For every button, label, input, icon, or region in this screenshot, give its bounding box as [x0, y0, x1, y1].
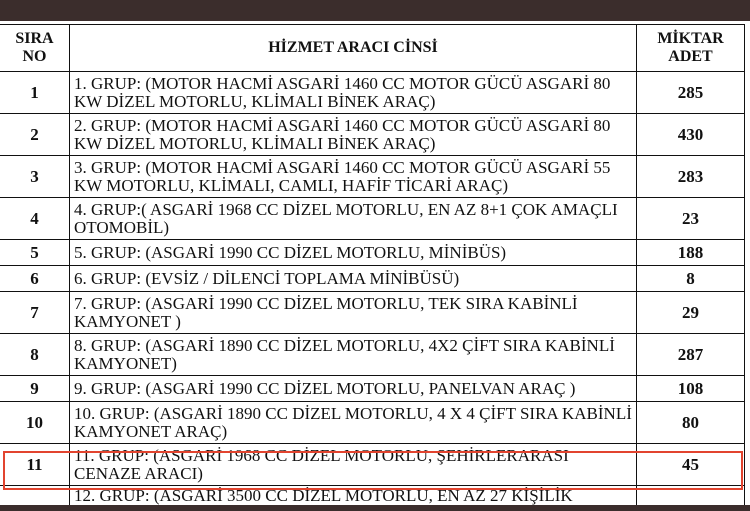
row-quantity: 45: [637, 444, 745, 486]
table-row: [0, 486, 745, 506]
row-quantity: 8: [637, 266, 745, 292]
table-row: [0, 114, 745, 156]
row-number: 1: [0, 72, 70, 114]
row-description: 8. GRUP: (ASGARİ 1890 CC DİZEL MOTORLU, 4X2 ÇİFT SIRA KABİNLİ KAMYONET): [70, 334, 637, 376]
row-number: 9: [0, 376, 70, 402]
row-quantity: 430: [637, 114, 745, 156]
table-row: [0, 266, 745, 292]
row-quantity: [637, 486, 745, 506]
row-number: 6: [0, 266, 70, 292]
table-row-highlighted: [0, 444, 745, 486]
row-number: 5: [0, 240, 70, 266]
table-row: [0, 72, 745, 114]
header-hizmet-araci: HİZMET ARACI CİNSİ: [70, 25, 637, 72]
table-header-row: [0, 25, 745, 72]
row-number: 7: [0, 292, 70, 334]
table-row: [0, 292, 745, 334]
row-description: 7. GRUP: (ASGARİ 1990 CC DİZEL MOTORLU, TEK SIRA KABİNLİ KAMYONET ): [70, 292, 637, 334]
table-row: [0, 334, 745, 376]
row-number: 10: [0, 402, 70, 444]
row-quantity: 23: [637, 198, 745, 240]
row-description: 12. GRUP: (ASGARİ 3500 CC DİZEL MOTORLU, EN AZ 27 KİŞİLİK: [70, 486, 637, 506]
row-quantity: 29: [637, 292, 745, 334]
row-number: 11: [0, 444, 70, 486]
row-quantity: 283: [637, 156, 745, 198]
header-miktar-adet: MİKTAR ADET: [637, 25, 745, 72]
table-row: [0, 376, 745, 402]
row-number: [0, 486, 70, 506]
table-row: [0, 402, 745, 444]
row-description: 2. GRUP: (MOTOR HACMİ ASGARİ 1460 CC MOTOR GÜCÜ ASGARİ 80 KW DİZEL MOTORLU, KLİMALI BİNEK ARAÇ): [70, 114, 637, 156]
bottom-dark-bar: [0, 505, 750, 511]
row-description: 1. GRUP: (MOTOR HACMİ ASGARİ 1460 CC MOTOR GÜCÜ ASGARİ 80 KW DİZEL MOTORLU, KLİMALI BİNEK ARAÇ): [70, 72, 637, 114]
row-number: 3: [0, 156, 70, 198]
row-number: 8: [0, 334, 70, 376]
document-page: [0, 24, 750, 505]
row-description: 5. GRUP: (ASGARİ 1990 CC DİZEL MOTORLU, MİNİBÜS): [70, 240, 637, 266]
row-quantity: 188: [637, 240, 745, 266]
table-row: [0, 156, 745, 198]
header-sira-no: SIRA NO: [0, 25, 70, 72]
row-number: 4: [0, 198, 70, 240]
row-description: 6. GRUP: (EVSİZ / DİLENCİ TOPLAMA MİNİBÜSÜ): [70, 266, 637, 292]
row-quantity: 108: [637, 376, 745, 402]
row-number: 2: [0, 114, 70, 156]
row-description: 11. GRUP: (ASGARİ 1968 CC DİZEL MOTORLU, ŞEHİRLERARASI CENAZE ARACI): [70, 444, 637, 486]
vehicle-table: [0, 24, 745, 505]
row-description: 4. GRUP:( ASGARİ 1968 CC DİZEL MOTORLU, EN AZ 8+1 ÇOK AMAÇLI OTOMOBİL): [70, 198, 637, 240]
row-quantity: 285: [637, 72, 745, 114]
row-quantity: 80: [637, 402, 745, 444]
row-description: 10. GRUP: (ASGARİ 1890 CC DİZEL MOTORLU, 4 X 4 ÇİFT SIRA KABİNLİ KAMYONET ARAÇ): [70, 402, 637, 444]
table-row: [0, 198, 745, 240]
row-description: 3. GRUP: (MOTOR HACMİ ASGARİ 1460 CC MOTOR GÜCÜ ASGARİ 55 KW MOTORLU, KLİMALI, CAMLI, HAFİF TİCARİ ARAÇ): [70, 156, 637, 198]
row-description: 9. GRUP: (ASGARİ 1990 CC DİZEL MOTORLU, PANELVAN ARAÇ ): [70, 376, 637, 402]
top-dark-bar: [0, 0, 750, 21]
table-row: [0, 240, 745, 266]
row-quantity: 287: [637, 334, 745, 376]
